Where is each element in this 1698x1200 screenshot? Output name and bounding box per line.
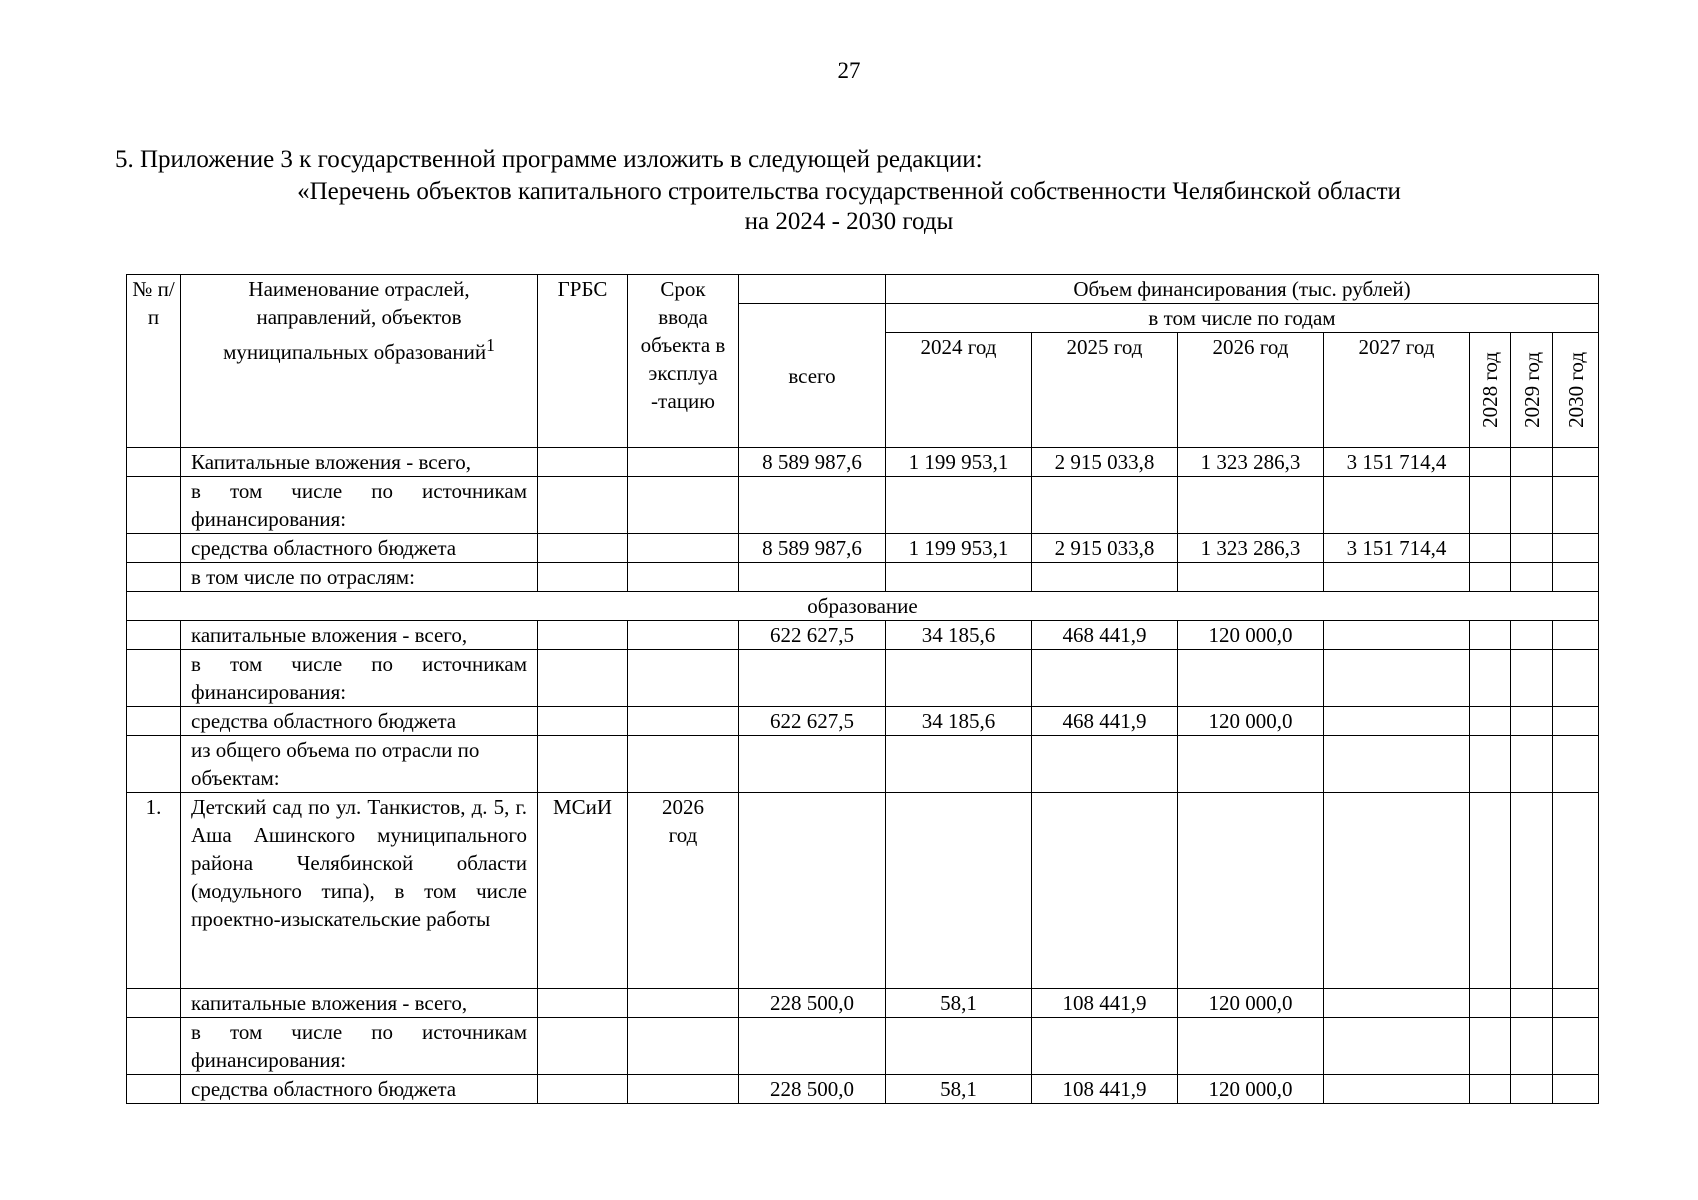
header-funding: Объем финансирования (тыс. рублей)	[886, 275, 1599, 304]
cell-2026: 120 000,0	[1178, 621, 1324, 650]
cell-2025: 2 915 033,8	[1032, 534, 1178, 563]
header-2030: 2030 год	[1553, 333, 1599, 448]
cell-2024: 34 185,6	[886, 621, 1032, 650]
cell-2026: 120 000,0	[1178, 1075, 1324, 1104]
cell-2025: 108 441,9	[1032, 1075, 1178, 1104]
table-row	[127, 448, 1599, 477]
row-name: в том числе по отраслям:	[181, 563, 538, 592]
object-name: Детский сад по ул. Танкистов, д. 5, г. Аша Ашинского муниципального района Челябинской области (модульного типа), в том числе проектно-изыскательские работы	[181, 793, 538, 989]
cell-2025: 108 441,9	[1032, 989, 1178, 1018]
header-by-years: в том числе по годам	[886, 304, 1599, 333]
header-total: всего	[739, 304, 886, 448]
row-name: в том числе по источникам финансирования:	[181, 477, 538, 534]
title-line-1: «Перечень объектов капитального строительства государственной собственности Челябинской области	[297, 178, 1401, 205]
cell-total: 8 589 987,6	[739, 448, 886, 477]
row-name: Капитальные вложения - всего,	[181, 448, 538, 477]
cell-total: 622 627,5	[739, 621, 886, 650]
title-line-2: на 2024 - 2030 годы	[744, 208, 954, 235]
header-2028: 2028 год	[1470, 333, 1511, 448]
row-name: в том числе по источникам финансирования:	[181, 650, 538, 707]
header-grbs: ГРБС	[538, 275, 628, 448]
cell-2025: 468 441,9	[1032, 621, 1178, 650]
footnote-mark: 1	[486, 335, 495, 355]
header-2025: 2025 год	[1032, 333, 1178, 448]
row-name: средства областного бюджета	[181, 707, 538, 736]
capital-construction-table	[126, 274, 1599, 1104]
row-name: капитальные вложения - всего,	[181, 989, 538, 1018]
table-row	[127, 650, 1599, 707]
row-name: из общего объема по отрасли по объектам:	[181, 736, 538, 793]
header-2024: 2024 год	[886, 333, 1032, 448]
object-row	[127, 793, 1599, 989]
page-number: 27	[837, 58, 861, 83]
header-2027: 2027 год	[1324, 333, 1470, 448]
cell-2025: 2 915 033,8	[1032, 448, 1178, 477]
cell-2025: 468 441,9	[1032, 707, 1178, 736]
table-row	[127, 534, 1599, 563]
cell-total: 228 500,0	[739, 1075, 886, 1104]
cell-2024: 58,1	[886, 989, 1032, 1018]
cell-2027: 3 151 714,4	[1324, 534, 1470, 563]
row-name: в том числе по источникам финансирования:	[181, 1018, 538, 1075]
cell-total: 228 500,0	[739, 989, 886, 1018]
cell-2024: 58,1	[886, 1075, 1032, 1104]
header-name: Наименование отраслей, направлений, объектов муниципальных образований$^1$	[181, 275, 538, 448]
cell-2027: 3 151 714,4	[1324, 448, 1470, 477]
cell-2026: 120 000,0	[1178, 989, 1324, 1018]
header-blank	[739, 275, 886, 304]
table-row	[127, 707, 1599, 736]
table-row	[127, 563, 1599, 592]
cell-2026: 1 323 286,3	[1178, 448, 1324, 477]
table-row	[127, 477, 1599, 534]
section-title: образование	[127, 592, 1599, 621]
section-row	[127, 592, 1599, 621]
row-name: средства областного бюджета	[181, 1075, 538, 1104]
table-row	[127, 1018, 1599, 1075]
cell-grbs: МСиИ	[538, 793, 628, 989]
table-row	[127, 989, 1599, 1018]
row-name: капитальные вложения - всего,	[181, 621, 538, 650]
cell-term: 2026 год	[628, 793, 739, 989]
header-num: № п/ п	[127, 275, 181, 448]
header-term: Срок ввода объекта в эксплуа -тацию	[628, 275, 739, 448]
cell-2024: 1 199 953,1	[886, 448, 1032, 477]
row-num: 1.	[127, 793, 181, 989]
cell-2026: 120 000,0	[1178, 707, 1324, 736]
table-row	[127, 621, 1599, 650]
header-2029: 2029 год	[1511, 333, 1553, 448]
row-name: средства областного бюджета	[181, 534, 538, 563]
cell-2024: 34 185,6	[886, 707, 1032, 736]
cell-2026: 1 323 286,3	[1178, 534, 1324, 563]
intro-text: 5. Приложение 3 к государственной программе изложить в следующей редакции:	[115, 146, 983, 173]
document-title	[0, 177, 1698, 237]
table-row	[127, 736, 1599, 793]
table-row	[127, 1075, 1599, 1104]
header-2026: 2026 год	[1178, 333, 1324, 448]
cell-total: 8 589 987,6	[739, 534, 886, 563]
cell-2024: 1 199 953,1	[886, 534, 1032, 563]
cell-total: 622 627,5	[739, 707, 886, 736]
